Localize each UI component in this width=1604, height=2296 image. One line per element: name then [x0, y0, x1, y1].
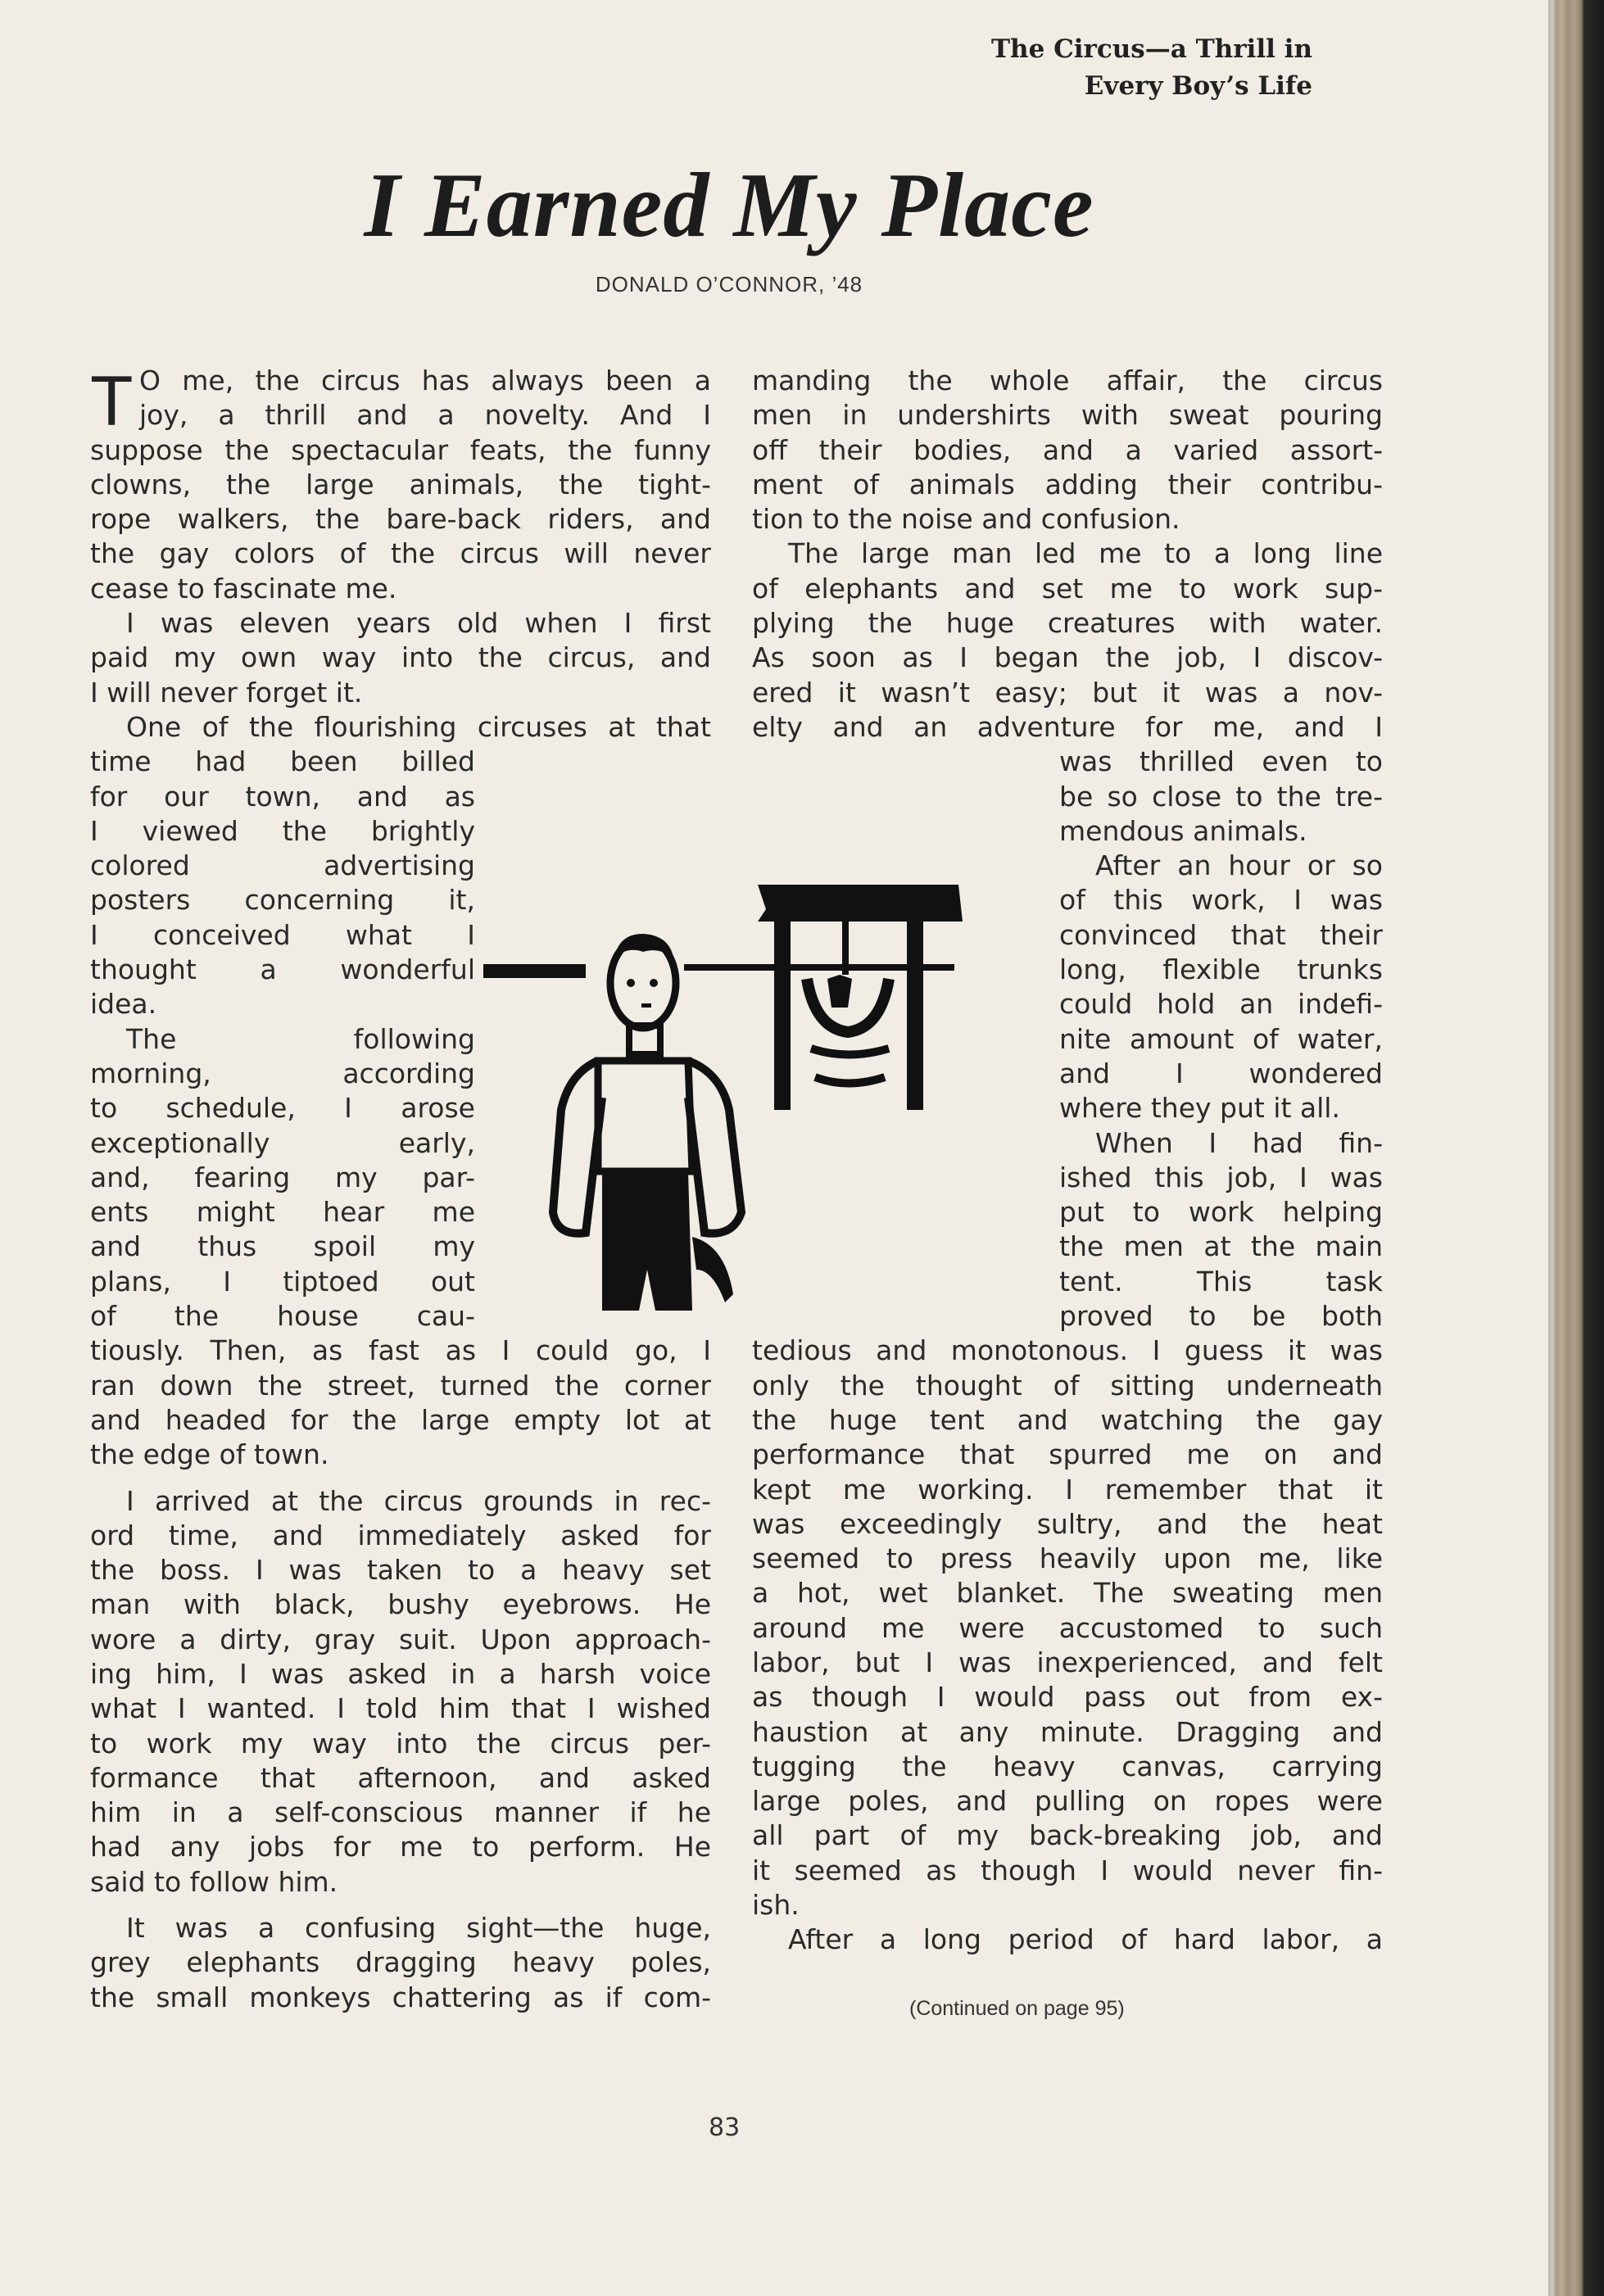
text-line: large poles, and pulling on ropes were [752, 1785, 1383, 1818]
text-line: formance that afternoon, and asked [90, 1761, 711, 1794]
article-title: I Earned My Place [364, 155, 1094, 256]
page-number: 83 [709, 2113, 741, 2142]
running-head [991, 31, 1312, 105]
text-line: tugging the heavy canvas, carrying [752, 1750, 1383, 1782]
text-line: tion to the noise and confusion. [752, 503, 1180, 536]
text-line: tiously. Then, as fast as I could go, I [90, 1334, 711, 1367]
text-line: I viewed the brightly [90, 814, 475, 847]
text-line: As soon as I began the job, I discov- [752, 641, 1383, 674]
running-head-line-2: Every Boy’s Life [1084, 71, 1312, 101]
text-line: off their bodies, and a varied assort- [752, 433, 1383, 466]
text-line: labor, but I was inexperienced, and felt [752, 1646, 1383, 1678]
text-line: O me, the circus has always been a [139, 365, 711, 396]
text-line: colored advertising [90, 849, 475, 882]
text-line: manding the whole affair, the circus [752, 365, 1383, 396]
text-line: thought a wonderful [90, 953, 475, 986]
text-line: ran down the street, turned the corner [90, 1369, 711, 1402]
text-line: long, flexible trunks [1059, 953, 1383, 986]
text-line: what I wanted. I told him that I wished [90, 1692, 711, 1725]
text-line: I will never forget it. [90, 676, 363, 709]
text-line: plans, I tiptoed out [90, 1265, 475, 1297]
text-line: cease to fascinate me. [90, 572, 397, 605]
text-line: the men at the main [1059, 1230, 1383, 1263]
text-line: the huge tent and watching the gay [752, 1403, 1383, 1436]
text-line: of elephants and set me to work sup- [752, 572, 1383, 605]
text-line: and headed for the large empty lot at [90, 1403, 711, 1436]
text-line: for our town, and as [90, 780, 475, 813]
book-page-edges [1548, 0, 1604, 2296]
text-line: all part of my back-breaking job, and [752, 1819, 1383, 1852]
text-line: grey elephants dragging heavy poles, [90, 1946, 711, 1979]
text-line: idea. [90, 988, 157, 1021]
text-line: be so close to the tre- [1059, 780, 1383, 813]
text-line: nite amount of water, [1059, 1022, 1383, 1055]
text-line: it seemed as though I would never fin- [752, 1854, 1383, 1886]
text-line: put to work helping [1059, 1196, 1383, 1229]
text-line: was thrilled even to [1059, 745, 1383, 778]
text-line: I arrived at the circus grounds in rec- [126, 1484, 711, 1517]
text-line: I was eleven years old when I first [126, 607, 711, 640]
text-line: The following [126, 1022, 475, 1055]
text-line: man with black, bushy eyebrows. He [90, 1588, 711, 1621]
running-head-line-1: The Circus—a Thrill in [990, 34, 1312, 64]
text-line: clowns, the large animals, the tight- [90, 468, 711, 500]
text-line: One of the flourishing circuses at that [126, 710, 711, 743]
text-line: to work my way into the circus per- [90, 1727, 711, 1759]
text-line: kept me working. I remember that it [752, 1473, 1383, 1506]
text-line: After a long period of hard labor, a [788, 1923, 1383, 1956]
text-line: where they put it all. [1059, 1092, 1340, 1125]
text-line: the boss. I was taken to a heavy set [90, 1554, 711, 1587]
text-line: seemed to press heavily upon me, like [752, 1542, 1383, 1575]
text-line: performance that spurred me on and [752, 1438, 1383, 1471]
text-line: elty and an adventure for me, and I [752, 710, 1383, 743]
text-line: I conceived what I [90, 918, 475, 951]
text-line: exceptionally early, [90, 1126, 475, 1159]
text-line: tedious and monotonous. I guess it was [752, 1334, 1383, 1367]
continued-note: (Continued on page 95) [909, 1997, 1125, 2020]
text-line: joy, a thrill and a novelty. And I [139, 399, 711, 432]
text-line: ents might hear me [90, 1196, 475, 1229]
text-line: rope walkers, the bare-back riders, and [90, 503, 711, 536]
text-line: had any jobs for me to perform. He [90, 1831, 711, 1864]
text-line: ish. [752, 1889, 800, 1922]
text-line: men in undershirts with sweat pouring [752, 399, 1383, 432]
text-line: as though I would pass out from ex- [752, 1681, 1383, 1714]
woodcut-boy-and-well-icon [479, 885, 987, 1311]
text-line: proved to be both [1059, 1300, 1383, 1333]
text-line: the small monkeys chattering as if com- [90, 1981, 711, 2013]
text-line: morning, according [90, 1057, 475, 1089]
text-line: him in a self-conscious manner if he [90, 1796, 711, 1829]
text-line: haustion at any minute. Dragging and [752, 1715, 1383, 1748]
text-line: plying the huge creatures with water. [752, 607, 1383, 640]
text-line: of this work, I was [1059, 884, 1383, 917]
text-line: the edge of town. [90, 1438, 329, 1471]
text-line: and thus spoil my [90, 1230, 475, 1263]
text-line: ment of animals adding their contribu- [752, 468, 1383, 500]
text-line: was exceedingly sultry, and the heat [752, 1507, 1383, 1540]
text-line: ord time, and immediately asked for [90, 1519, 711, 1551]
text-line: convinced that their [1059, 918, 1383, 951]
text-line: to schedule, I arose [90, 1092, 475, 1125]
text-line: ished this job, I was [1059, 1161, 1383, 1193]
text-line: the gay colors of the circus will never [90, 537, 711, 570]
text-line: time had been billed [90, 745, 475, 778]
text-line: around me were accustomed to such [752, 1611, 1383, 1644]
text-line: It was a confusing sight—the huge, [126, 1912, 711, 1945]
text-line: and, fearing my par- [90, 1161, 475, 1193]
text-line: a hot, wet blanket. The sweating men [752, 1577, 1383, 1610]
text-line: of the house cau- [90, 1300, 475, 1333]
text-line: posters concerning it, [90, 884, 475, 917]
text-line: ered it wasn’t easy; but it was a nov- [752, 676, 1383, 709]
text-line: After an hour or so [1095, 849, 1383, 882]
text-line: tent. This task [1059, 1265, 1383, 1297]
text-line: said to follow him. [90, 1865, 338, 1898]
text-line: could hold an indefi- [1059, 988, 1383, 1021]
text-line: suppose the spectacular feats, the funny [90, 433, 711, 466]
text-line: mendous animals. [1059, 814, 1307, 847]
text-line: The large man led me to a long line [788, 537, 1383, 570]
text-line: ing him, I was asked in a harsh voice [90, 1657, 711, 1690]
text-line: paid my own way into the circus, and [90, 641, 711, 674]
text-line: wore a dirty, gray suit. Upon approach- [90, 1623, 711, 1655]
drop-cap: T [90, 362, 134, 441]
author-byline: DONALD O’CONNOR, ’48 [595, 272, 863, 297]
text-line: When I had fin- [1095, 1126, 1383, 1159]
text-line: and I wondered [1059, 1057, 1383, 1089]
text-line: only the thought of sitting underneath [752, 1369, 1383, 1402]
